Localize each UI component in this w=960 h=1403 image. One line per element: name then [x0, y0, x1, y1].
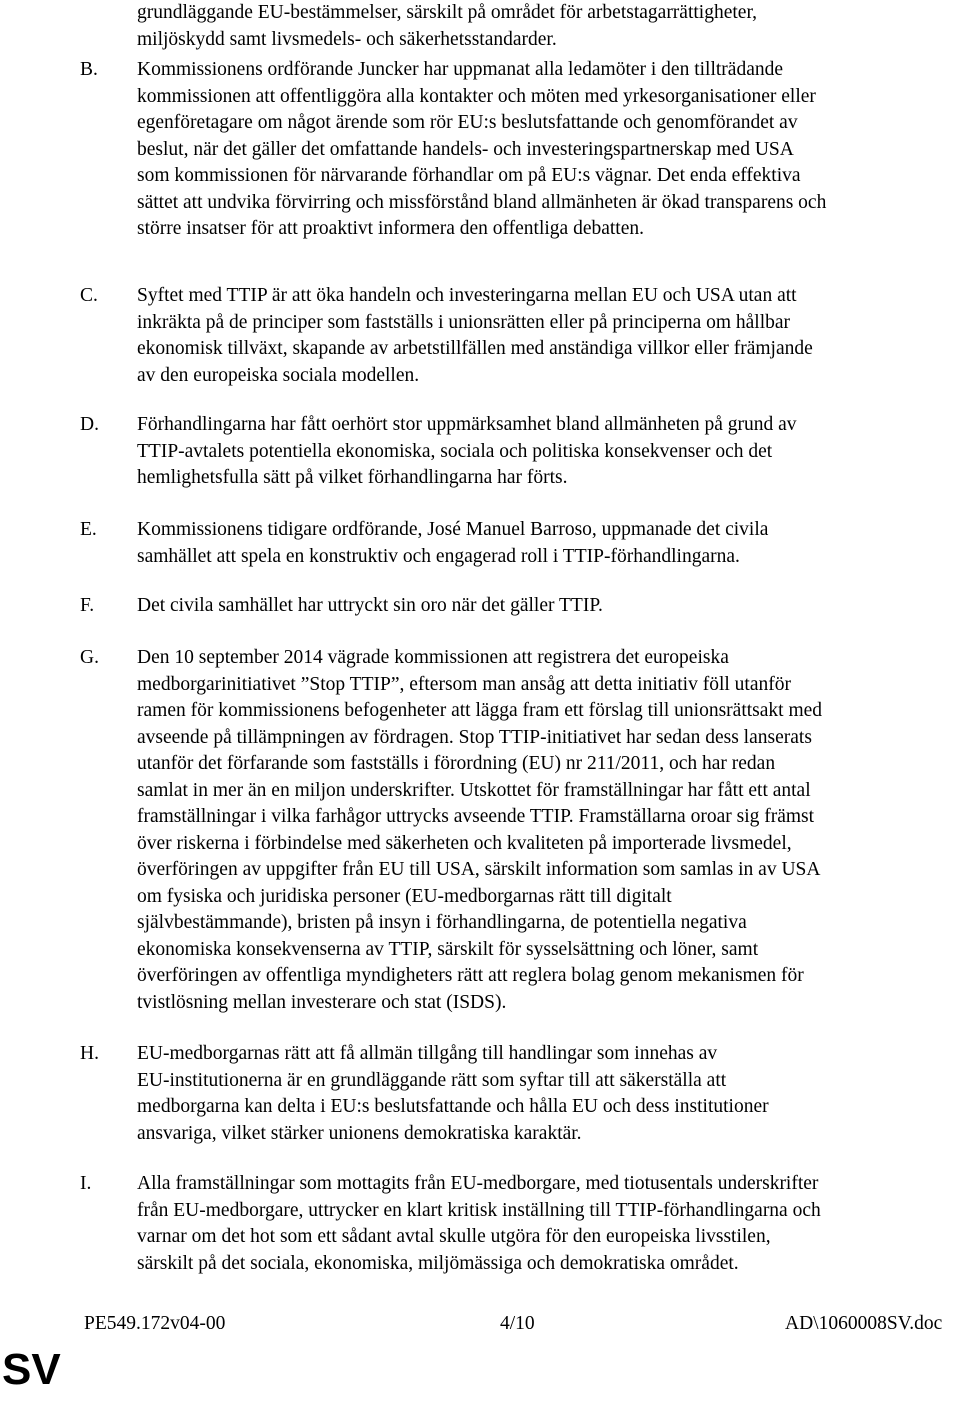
recital-letter: C. — [80, 285, 98, 306]
document-reference: PE549.172v04-00 — [84, 1313, 226, 1334]
text-line: TTIP-avtalets potentiella ekonomiska, sociala och politiska konsekvenser och det — [137, 440, 773, 462]
text-line: över riskerna i förbindelse med säkerheten och kvaliteten på importerade livsmedel, — [137, 832, 792, 854]
intro-continuation — [137, 0, 952, 53]
file-reference: AD\1060008SV.doc — [785, 1313, 943, 1334]
text-line: sättet att undvika förvirring och missförstånd bland allmänheten är ökad transparens och — [137, 191, 827, 213]
text-line: särskilt på det sociala, ekonomiska, miljömässiga och demokratiska området. — [137, 1252, 739, 1274]
text-line: framställningar i vilka farhågor uttrycks avseende TTIP. Framställarna oroar sig främst — [137, 806, 815, 827]
text-line: från EU-medborgare, uttrycker en klart kritisk inställning till TTIP-förhandlingarna och — [137, 1199, 821, 1221]
text-line: medborgarinitiativet ”Stop TTIP”, eftersom man ansåg att detta initiativ föll utanför — [137, 673, 791, 695]
text-line: överföringen av offentliga myndigheters rätt att reglera bolag genom mekanismen för — [137, 965, 804, 986]
recital-text — [137, 593, 952, 620]
text-line: av den europeiska sociala modellen. — [137, 364, 420, 386]
text-line: medborgarna kan delta i EU:s beslutsfattande och hålla EU och dess institutioner — [137, 1096, 769, 1117]
recital-letter: E. — [80, 519, 97, 540]
text-line: EU-institutionerna är en grundläggande rätt som syftar till att säkerställa att — [137, 1069, 727, 1091]
text-line: om fysiska och juridiska personer (EU-medborgarnas rätt till digitalt — [137, 885, 672, 907]
text-line: ekonomiska konsekvenserna av TTIP, särskilt för sysselsättning och löner, samt — [137, 938, 759, 960]
text-line: EU-medborgarnas rätt att få allmän tillgång till handlingar som innehas av — [137, 1043, 718, 1064]
text-line: Den 10 september 2014 vägrade kommissionen att registrera det europeiska — [137, 647, 729, 668]
text-line: utanför det förfarande som fastställs i förordning (EU) nr 211/2011, och har redan — [137, 753, 776, 774]
recital-letter: B. — [80, 59, 98, 80]
text-line: avseende på tillämpningen av fördragen. Stop TTIP-initiativet har sedan dess lanserats — [137, 726, 812, 748]
text-line: beslut, när det gäller det omfattande handels- och investeringspartnerskap med USA — [137, 138, 794, 160]
page-number: 4/10 — [500, 1313, 535, 1334]
recital-text — [137, 57, 952, 243]
text-line: överföringen av uppgifter från EU till USA, särskilt information som samlas in av USA — [137, 859, 821, 880]
text-line: varnar om det hot som ett sådant avtal skulle utgöra för den europeiska livsstilen, — [137, 1226, 771, 1247]
text-line: ansvariga, vilket stärker unionens demokratiska karaktär. — [137, 1122, 582, 1144]
recital-letter: F. — [80, 595, 95, 616]
recital-text — [137, 1171, 952, 1277]
text-line: Kommissionens tidigare ordförande, José Manuel Barroso, uppmanade det civila — [137, 519, 769, 540]
text-line: som kommissionen för närvarande förhandlar om på EU:s vägnar. Det enda effektiva — [137, 165, 801, 186]
recital-letter: H. — [80, 1043, 99, 1064]
text-line: miljöskydd samt livsmedels- och säkerhetsstandarder. — [137, 28, 557, 50]
recital-letter: D. — [80, 414, 99, 435]
text-line: inkräkta på de principer som fastställs i unionsrätten eller på principerna om hållbar — [137, 311, 791, 333]
text-line: ramen för kommissionens befogenheter att lägga fram ett förslag till unionsrättsakt med — [137, 700, 823, 721]
text-line: Förhandlingarna har fått oerhört stor uppmärksamhet bland allmänheten på grund av — [137, 414, 797, 435]
recital-text — [137, 517, 952, 570]
recital-letter: G. — [80, 647, 99, 668]
text-line: självbestämmande), bristen på insyn i förhandlingarna, de potentiella negativa — [137, 912, 747, 933]
recital-text — [137, 412, 952, 492]
text-line: samhället att spela en konstruktiv och engagerad roll i TTIP-förhandlingarna. — [137, 545, 740, 567]
text-line: ekonomisk tillväxt, skapande av arbetstillfällen med anständiga villkor eller främjande — [137, 338, 813, 359]
language-code: SV — [2, 1345, 61, 1394]
text-line: egenföretagare om något ärende som rör EU:s beslutsfattande och genomförandet av — [137, 112, 798, 133]
text-line: grundläggande EU-bestämmelser, särskilt på området för arbetstagarrättigheter, — [137, 2, 758, 23]
text-line: Kommissionens ordförande Juncker har uppmanat alla ledamöter i den tillträdande — [137, 59, 784, 80]
text-line: Alla framställningar som mottagits från EU-medborgare, med tiotusentals underskrifter — [137, 1173, 819, 1194]
text-line: Det civila samhället har uttryckt sin oro när det gäller TTIP. — [137, 595, 603, 616]
recital-text — [137, 283, 952, 389]
recital-letter: I. — [80, 1173, 92, 1194]
text-line: större insatser för att proaktivt informera den offentliga debatten. — [137, 218, 644, 239]
text-line: hemlighetsfulla sätt på vilket förhandlingarna har förts. — [137, 467, 568, 488]
text-line: Syftet med TTIP är att öka handeln och investeringarna mellan EU och USA utan att — [137, 285, 797, 306]
recital-text — [137, 645, 952, 1016]
recital-text — [137, 1041, 952, 1147]
text-line: kommissionen att offentliggöra alla kontakter och möten med yrkesorganisationer eller — [137, 85, 816, 107]
text-line: tvistlösning mellan investerare och stat (ISDS). — [137, 991, 507, 1013]
text-line: samlat in mer än en miljon underskrifter. Utskottet för framställningar har fått ett antal — [137, 779, 811, 801]
